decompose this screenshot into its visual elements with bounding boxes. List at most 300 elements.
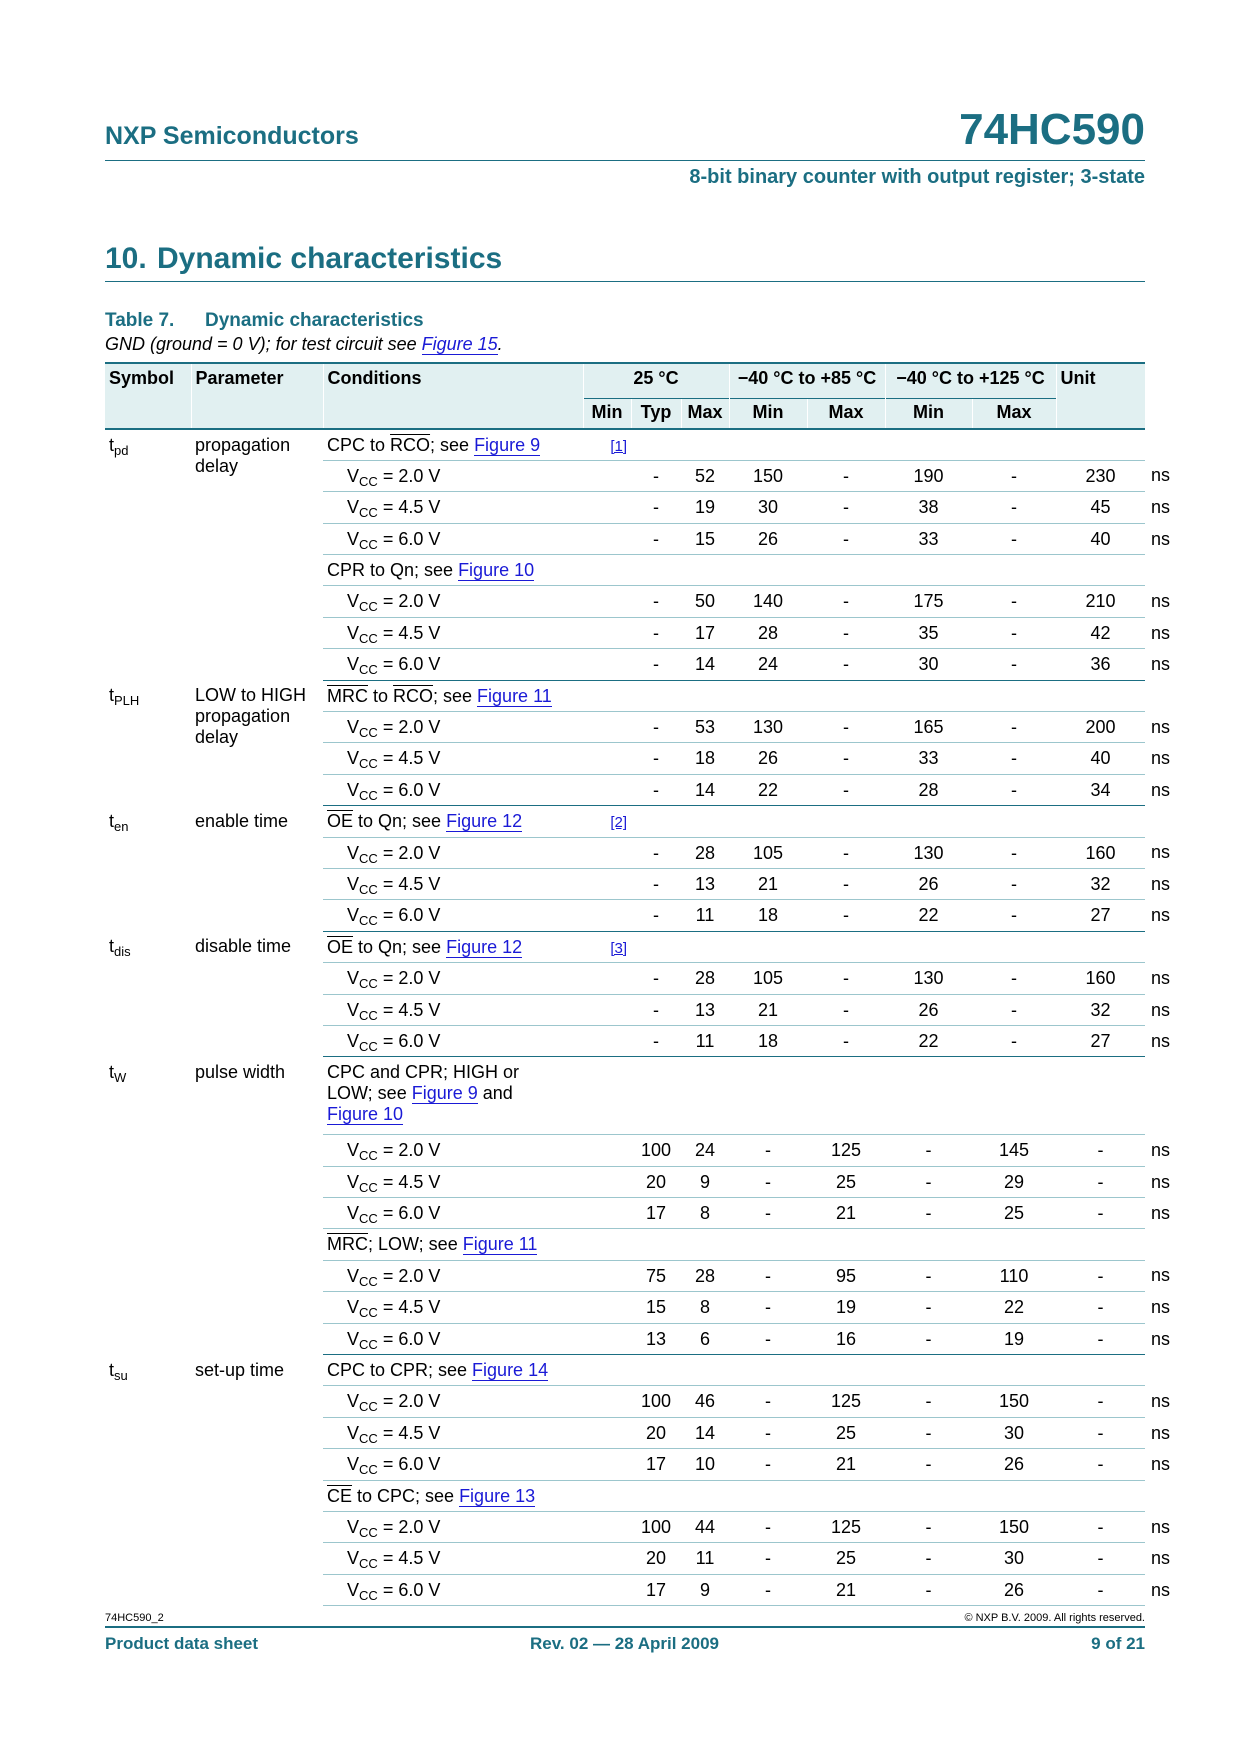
header-parameter: Parameter	[191, 363, 323, 429]
table-row: $V_{CC} = 4.5$ V - 13 21 - 26 - 32 ns	[105, 994, 1145, 1025]
max-85-value: -	[885, 1292, 972, 1323]
max-25-value: -	[729, 1417, 807, 1448]
header-min: Min	[885, 399, 972, 430]
max-125-value: -	[1056, 1417, 1145, 1448]
empty-cell	[631, 1480, 1145, 1511]
max-125-value: 32	[1056, 994, 1145, 1025]
typ-25-value: 9	[681, 1166, 729, 1197]
header-max: Max	[807, 399, 885, 430]
condition-row	[105, 680, 1145, 711]
min-125-value: -	[972, 460, 1056, 491]
table-row: $V_{CC} = 2.0$ V 75 28 - 95 - 110 - ns	[105, 1260, 1145, 1291]
max-25-value: 28	[729, 617, 807, 648]
cond-text: ; see	[433, 685, 478, 706]
min-85-value: 125	[807, 1512, 885, 1543]
parameter-cell	[191, 1057, 323, 1355]
min-85-value: 21	[807, 1449, 885, 1480]
condition-cell	[323, 1057, 583, 1135]
vcc-value: = 4.5 V	[382, 1422, 441, 1443]
figure-link[interactable]: Figure 14	[472, 1360, 549, 1381]
min-25-value: 20	[631, 1417, 681, 1448]
max-125-value: -	[1056, 1166, 1145, 1197]
vcc-value: = 4.5 V	[382, 497, 441, 518]
max-25-value: -	[729, 1512, 807, 1543]
max-25-value: -	[729, 1198, 807, 1229]
condition-cell	[323, 555, 583, 586]
footer-doc-id: 74HC590_2	[105, 1612, 164, 1624]
vcc-condition	[323, 1449, 631, 1480]
min-85-value: -	[807, 523, 885, 554]
min-25-value: -	[631, 460, 681, 491]
min-125-value: -	[972, 868, 1056, 899]
max-125-value: 200	[1056, 712, 1145, 743]
vcc-condition	[323, 492, 631, 523]
min-85-value: 25	[807, 1543, 885, 1574]
vcc-condition	[323, 963, 631, 994]
footnote-ref[interactable]: [2]	[610, 814, 627, 832]
table-row: $V_{CC} = 6.0$ V - 11 18 - 22 - 27 ns	[105, 900, 1145, 931]
table-caption	[105, 310, 424, 332]
vcc-condition	[323, 1574, 631, 1605]
header-125c: −40 °C to +125 °C	[885, 363, 1056, 399]
max-25-value: 18	[729, 900, 807, 931]
vcc-symbol: V	[347, 999, 360, 1020]
min-125-value: 150	[972, 1512, 1056, 1543]
parameter-cell	[191, 429, 323, 680]
vcc-value: = 2.0 V	[382, 717, 441, 738]
symbol-subscript: en	[114, 818, 129, 834]
table-row: $V_{CC} = 4.5$ V 20 11 - 25 - 30 - ns	[105, 1543, 1145, 1574]
max-85-value: 35	[885, 617, 972, 648]
condition-cell	[323, 931, 583, 962]
vcc-value: = 6.0 V	[382, 528, 441, 549]
min-25-value: 100	[631, 1386, 681, 1417]
vcc-subscript: CC	[359, 1273, 378, 1289]
vcc-subscript: CC	[359, 599, 378, 615]
typ-25-value: 19	[681, 492, 729, 523]
vcc-value: = 2.0 V	[382, 1140, 441, 1161]
min-25-value: 20	[631, 1543, 681, 1574]
max-25-value: -	[729, 1292, 807, 1323]
empty-cell	[631, 931, 1145, 962]
typ-25-value: 6	[681, 1323, 729, 1354]
typ-25-value: 10	[681, 1449, 729, 1480]
vcc-symbol: V	[347, 717, 360, 738]
empty-cell	[631, 555, 1145, 586]
vcc-symbol: V	[347, 528, 360, 549]
min-85-value: 19	[807, 1292, 885, 1323]
cond-text: ; see	[430, 435, 475, 455]
vcc-symbol: V	[347, 1391, 360, 1412]
min-125-value: 150	[972, 1386, 1056, 1417]
vcc-value: = 4.5 V	[382, 748, 441, 769]
header-85c: −40 °C to +85 °C	[729, 363, 885, 399]
vcc-condition	[323, 1292, 631, 1323]
cond-text: CPC to CPR; see	[327, 1360, 473, 1381]
cond-signal: $\overline{CE}$	[327, 1485, 353, 1506]
cond-signal: $\overline{MRC}$	[327, 685, 368, 706]
typ-25-value: 14	[681, 1417, 729, 1448]
figure-link[interactable]: Figure 11	[477, 685, 552, 706]
note-cell	[583, 680, 631, 711]
figure-link[interactable]: Figure 12	[446, 811, 523, 832]
cond-signal: $\overline{RCO}$	[393, 685, 434, 706]
vcc-condition	[323, 743, 631, 774]
vcc-symbol: V	[347, 1265, 360, 1286]
min-85-value: 21	[807, 1574, 885, 1605]
min-25-value: -	[631, 994, 681, 1025]
vcc-subscript: CC	[359, 756, 378, 772]
min-125-value: 22	[972, 1292, 1056, 1323]
vcc-subscript: CC	[359, 1587, 378, 1603]
empty-cell	[631, 806, 1145, 837]
table-row: $V_{CC} = 6.0$ V 17 10 - 21 - 26 - ns	[105, 1449, 1145, 1480]
vcc-value: = 2.0 V	[382, 968, 441, 989]
vcc-condition	[323, 1323, 631, 1354]
vcc-value: = 4.5 V	[382, 622, 441, 643]
figure-link[interactable]: Figure 10	[327, 1104, 404, 1125]
vcc-symbol: V	[347, 1422, 360, 1443]
vcc-symbol: V	[347, 1171, 360, 1192]
parameter-cell	[191, 1355, 323, 1606]
table-row: $V_{CC} = 6.0$ V 17 8 - 21 - 25 - ns	[105, 1198, 1145, 1229]
max-25-value: 105	[729, 837, 807, 868]
footnote-ref[interactable]: [3]	[610, 939, 627, 957]
vcc-subscript: CC	[359, 1399, 378, 1415]
section-title: Dynamic characteristics	[157, 242, 503, 275]
vcc-subscript: CC	[359, 913, 378, 929]
cond-text: ; LOW; see	[368, 1234, 463, 1255]
min-25-value: -	[631, 712, 681, 743]
typ-25-value: 28	[681, 1260, 729, 1291]
min-125-value: -	[972, 586, 1056, 617]
condition-row	[105, 806, 1145, 837]
max-85-value: -	[885, 1417, 972, 1448]
min-125-value: 19	[972, 1323, 1056, 1354]
parameter-text: propagation delay	[195, 435, 291, 476]
table-row: $V_{CC} = 2.0$ V - 52 150 - 190 - 230 ns	[105, 460, 1145, 491]
condition-cell	[323, 1355, 583, 1386]
header-conditions: Conditions	[323, 363, 583, 429]
table-row: $V_{CC} = 6.0$ V - 11 18 - 22 - 27 ns	[105, 1025, 1145, 1056]
max-125-value: -	[1056, 1260, 1145, 1291]
table-row: $V_{CC} = 6.0$ V - 14 24 - 30 - 36 ns	[105, 649, 1145, 680]
vcc-subscript: CC	[359, 1525, 378, 1540]
min-125-value: -	[972, 837, 1056, 868]
min-25-value: -	[631, 774, 681, 805]
footer-copyright: © NXP B.V. 2009. All rights reserved.	[964, 1612, 1145, 1624]
min-125-value: 25	[972, 1198, 1056, 1229]
max-25-value: -	[729, 1449, 807, 1480]
min-125-value: 26	[972, 1574, 1056, 1605]
vcc-value: = 4.5 V	[382, 873, 441, 894]
max-85-value: -	[885, 1135, 972, 1166]
min-85-value: -	[807, 837, 885, 868]
vcc-value: = 6.0 V	[382, 654, 441, 675]
vcc-subscript: CC	[359, 976, 378, 992]
max-25-value: -	[729, 1135, 807, 1166]
cond-text: to CPC; see	[352, 1485, 460, 1506]
section-rule	[105, 281, 1145, 282]
vcc-subscript: CC	[359, 1038, 378, 1054]
min-125-value: -	[972, 1025, 1056, 1056]
company-name: NXP Semiconductors	[105, 122, 359, 150]
figure-link[interactable]: Figure 9	[411, 1083, 478, 1104]
max-25-value: 140	[729, 586, 807, 617]
vcc-condition	[323, 837, 631, 868]
vcc-subscript: CC	[359, 1211, 378, 1227]
vcc-condition	[323, 1543, 631, 1574]
max-25-value: 18	[729, 1025, 807, 1056]
vcc-value: = 2.0 V	[382, 465, 441, 486]
max-25-value: 130	[729, 712, 807, 743]
table-row: $V_{CC} = 2.0$ V - 28 105 - 130 - 160 ns	[105, 837, 1145, 868]
max-85-value: -	[885, 1386, 972, 1417]
header-rule	[105, 160, 1145, 161]
min-85-value: -	[807, 586, 885, 617]
max-125-value: -	[1056, 1543, 1145, 1574]
min-125-value: 26	[972, 1449, 1056, 1480]
vcc-subscript: CC	[359, 1556, 378, 1572]
condition-row	[105, 1057, 1145, 1135]
min-85-value: 25	[807, 1166, 885, 1197]
typ-25-value: 8	[681, 1292, 729, 1323]
cond-text: CPC to	[327, 435, 391, 455]
table-row: $V_{CC} = 4.5$ V - 13 21 - 26 - 32 ns	[105, 868, 1145, 899]
footer-doc-type: Product data sheet	[105, 1634, 259, 1653]
symbol-cell	[105, 429, 191, 680]
table-row: $V_{CC} = 2.0$ V 100 24 - 125 - 145 - ns	[105, 1135, 1145, 1166]
max-25-value: -	[729, 1166, 807, 1197]
max-125-value: 36	[1056, 649, 1145, 680]
min-25-value: -	[631, 868, 681, 899]
min-25-value: -	[631, 837, 681, 868]
min-85-value: -	[807, 712, 885, 743]
cond-signal: $\overline{MRC}$	[327, 1234, 368, 1255]
vcc-subscript: CC	[359, 1430, 378, 1446]
typ-25-value: 14	[681, 774, 729, 805]
header-typ: Typ	[631, 399, 681, 430]
vcc-value: = 6.0 V	[382, 1579, 441, 1600]
vcc-symbol: V	[347, 1140, 360, 1161]
max-85-value: -	[885, 1574, 972, 1605]
min-85-value: -	[807, 900, 885, 931]
section-heading	[105, 242, 502, 276]
min-85-value: -	[807, 868, 885, 899]
max-125-value: 32	[1056, 868, 1145, 899]
footer-page: 9 of 21	[1091, 1634, 1145, 1653]
vcc-symbol: V	[347, 1297, 360, 1318]
min-85-value: -	[807, 617, 885, 648]
note-cell	[583, 1057, 631, 1135]
max-125-value: 45	[1056, 492, 1145, 523]
vcc-subscript: CC	[359, 1336, 378, 1352]
min-25-value: 75	[631, 1260, 681, 1291]
symbol-text: t	[109, 1061, 115, 1082]
max-85-value: 130	[885, 837, 972, 868]
table-note-end: .	[497, 334, 503, 354]
max-25-value: 26	[729, 523, 807, 554]
symbol-cell	[105, 931, 191, 1057]
figure-link[interactable]: Figure 11	[462, 1234, 538, 1255]
cond-signal: $\overline{OE}$	[327, 811, 354, 832]
cond-signal: $\overline{RCO}$	[390, 435, 431, 455]
part-number: 74HC590	[959, 105, 1145, 154]
max-125-value: -	[1056, 1512, 1145, 1543]
cond-signal: $\overline{OE}$	[327, 936, 354, 957]
header-25c: 25 °C	[583, 363, 729, 399]
parameter-text: pulse width	[195, 1061, 286, 1082]
header-min: Min	[729, 399, 807, 430]
min-25-value: -	[631, 963, 681, 994]
min-85-value: -	[807, 963, 885, 994]
min-85-value: -	[807, 743, 885, 774]
figure-link[interactable]: Figure 13	[459, 1485, 536, 1506]
footnote-ref[interactable]: [1]	[610, 438, 627, 455]
cond-text: CPC and CPR; HIGH or LOW; see	[327, 1062, 520, 1104]
symbol-subscript: W	[114, 1069, 127, 1085]
symbol-text: t	[109, 685, 115, 706]
cond-text: and	[477, 1083, 513, 1104]
max-25-value: 22	[729, 774, 807, 805]
vcc-value: = 6.0 V	[382, 1030, 441, 1051]
vcc-subscript: CC	[359, 1179, 378, 1195]
symbol-text: t	[109, 435, 115, 455]
note-cell	[583, 1229, 631, 1260]
vcc-subscript: CC	[359, 787, 378, 803]
vcc-symbol: V	[347, 748, 360, 769]
note-cell	[583, 806, 631, 837]
condition-cell	[323, 680, 583, 711]
min-125-value: 145	[972, 1135, 1056, 1166]
vcc-subscript: CC	[359, 725, 378, 741]
vcc-symbol: V	[347, 1030, 360, 1051]
symbol-subscript: PLH	[114, 693, 140, 709]
symbol-subscript: pd	[114, 443, 129, 458]
max-25-value: 26	[729, 743, 807, 774]
footer-rule	[105, 1626, 1145, 1628]
note-cell	[583, 931, 631, 962]
vcc-symbol: V	[347, 1579, 360, 1600]
max-85-value: 28	[885, 774, 972, 805]
table-row: $V_{CC} = 6.0$ V - 15 26 - 33 - 40 ns	[105, 523, 1145, 554]
max-25-value: 105	[729, 963, 807, 994]
max-85-value: 130	[885, 963, 972, 994]
max-125-value: 34	[1056, 774, 1145, 805]
min-125-value: -	[972, 994, 1056, 1025]
cond-text: to Qn; see	[353, 811, 447, 832]
table-row: $V_{CC} = 2.0$ V 100 44 - 125 - 150 - ns	[105, 1512, 1145, 1543]
typ-25-value: 8	[681, 1198, 729, 1229]
table-row: $V_{CC} = 2.0$ V - 53 130 - 165 - 200 ns	[105, 712, 1145, 743]
symbol-text: t	[109, 1359, 115, 1380]
symbol-cell	[105, 806, 191, 932]
max-125-value: -	[1056, 1449, 1145, 1480]
condition-row	[105, 1355, 1145, 1386]
figure-link[interactable]: Figure 9	[474, 435, 541, 455]
vcc-condition	[323, 649, 631, 680]
symbol-text: t	[109, 936, 115, 957]
min-25-value: -	[631, 900, 681, 931]
empty-cell	[631, 1057, 1145, 1135]
table-row: $V_{CC} = 4.5$ V - 19 30 - 38 - 45 ns	[105, 492, 1145, 523]
parameter-cell	[191, 931, 323, 1057]
vcc-condition	[323, 523, 631, 554]
figure-link[interactable]: Figure 10	[458, 560, 535, 581]
table-row: $V_{CC} = 6.0$ V 17 9 - 21 - 26 - ns	[105, 1574, 1145, 1605]
vcc-symbol: V	[347, 1328, 360, 1349]
note-cell	[583, 555, 631, 586]
max-125-value: 27	[1056, 900, 1145, 931]
max-25-value: -	[729, 1386, 807, 1417]
min-125-value: -	[972, 492, 1056, 523]
min-25-value: -	[631, 1025, 681, 1056]
typ-25-value: 11	[681, 900, 729, 931]
min-125-value: 30	[972, 1417, 1056, 1448]
vcc-value: = 2.0 V	[382, 1517, 441, 1537]
min-25-value: 17	[631, 1449, 681, 1480]
min-125-value: -	[972, 743, 1056, 774]
typ-25-value: 9	[681, 1574, 729, 1605]
vcc-symbol: V	[347, 591, 360, 612]
table-row: $V_{CC} = 6.0$ V - 14 22 - 28 - 34 ns	[105, 774, 1145, 805]
dynamic-characteristics-table	[105, 362, 1171, 1606]
min-25-value: 15	[631, 1292, 681, 1323]
note-cell	[583, 1355, 631, 1386]
note-cell	[583, 1480, 631, 1511]
min-125-value: -	[972, 523, 1056, 554]
max-85-value: 33	[885, 743, 972, 774]
symbol-cell	[105, 1057, 191, 1355]
header-symbol: Symbol	[105, 363, 191, 429]
min-25-value: 13	[631, 1323, 681, 1354]
min-25-value: -	[631, 586, 681, 617]
vcc-symbol: V	[347, 497, 360, 518]
max-85-value: 175	[885, 586, 972, 617]
vcc-value: = 4.5 V	[382, 1548, 441, 1569]
vcc-condition	[323, 1166, 631, 1197]
vcc-symbol: V	[347, 873, 360, 894]
header-max: Max	[972, 399, 1056, 430]
parameter-text: enable time	[195, 810, 289, 831]
max-85-value: -	[885, 1260, 972, 1291]
max-125-value: 160	[1056, 963, 1145, 994]
table-row: $V_{CC} = 2.0$ V - 28 105 - 130 - 160 ns	[105, 963, 1145, 994]
header-min: Min	[583, 399, 631, 430]
vcc-symbol: V	[347, 905, 360, 926]
parameter-cell	[191, 806, 323, 932]
typ-25-value: 53	[681, 712, 729, 743]
header-unit: Unit	[1056, 363, 1145, 429]
condition-row	[105, 429, 1145, 460]
vcc-subscript: CC	[359, 473, 378, 489]
figure-15-link[interactable]: Figure 15	[421, 334, 498, 354]
max-125-value: -	[1056, 1198, 1145, 1229]
vcc-condition	[323, 774, 631, 805]
table-row: $V_{CC} = 2.0$ V 100 46 - 125 - 150 - ns	[105, 1386, 1145, 1417]
vcc-symbol: V	[347, 842, 360, 863]
vcc-value: = 6.0 V	[382, 905, 441, 926]
vcc-subscript: CC	[359, 1148, 378, 1164]
vcc-value: = 6.0 V	[382, 1328, 441, 1349]
symbol-subscript: dis	[114, 944, 131, 960]
min-125-value: -	[972, 900, 1056, 931]
max-125-value: 160	[1056, 837, 1145, 868]
vcc-value: = 2.0 V	[382, 842, 441, 863]
figure-link[interactable]: Figure 12	[446, 936, 523, 957]
vcc-condition	[323, 1135, 631, 1166]
vcc-symbol: V	[347, 1203, 360, 1224]
